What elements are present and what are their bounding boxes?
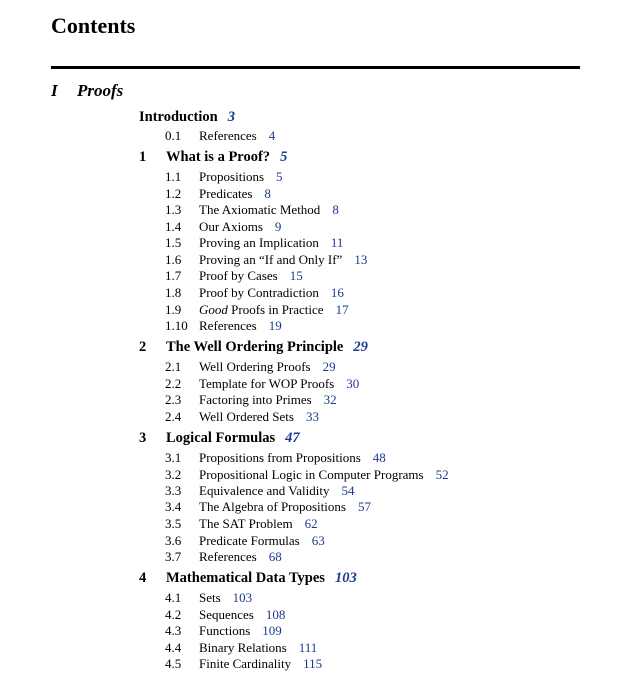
entry-number: 4.1 xyxy=(165,590,182,605)
page-number-link[interactable]: 68 xyxy=(268,549,282,564)
entry-number: 3.6 xyxy=(165,533,182,548)
entry-title: Factoring into Primes xyxy=(199,392,312,407)
entry-label xyxy=(199,186,271,202)
entry-label xyxy=(199,376,359,392)
page-number-link[interactable]: 48 xyxy=(372,450,386,465)
entry-title: References xyxy=(199,318,257,333)
entry-title: Propositions xyxy=(199,169,265,184)
page-number-link[interactable]: 13 xyxy=(354,252,368,267)
page-number-link[interactable]: 15 xyxy=(289,268,303,283)
entry-number: 4.5 xyxy=(165,656,182,671)
entry-title: Sequences xyxy=(199,607,254,622)
entry-label xyxy=(199,219,281,235)
entry-label xyxy=(199,607,285,623)
entry-label xyxy=(166,148,287,166)
page-number-link[interactable]: 8 xyxy=(332,202,339,217)
entry-number: 1.8 xyxy=(165,285,182,300)
entry-number: 3.4 xyxy=(165,499,182,514)
entry-label xyxy=(199,656,322,672)
entry-number: 0.1 xyxy=(165,128,182,143)
page-number-link[interactable]: 33 xyxy=(305,409,319,424)
entry-title: Our Axioms xyxy=(199,219,263,234)
entry-label xyxy=(199,409,319,425)
entry-number: 1.7 xyxy=(165,268,182,283)
entry-number: 1.6 xyxy=(165,252,182,267)
entry-title: Logical Formulas xyxy=(166,430,276,446)
page-number-link[interactable]: 103 xyxy=(334,570,357,586)
entry-label xyxy=(199,450,386,466)
page-number-link[interactable]: 32 xyxy=(323,392,337,407)
entry-number: 3 xyxy=(139,430,147,446)
page-number-link[interactable]: 5 xyxy=(280,149,288,165)
entry-title: Predicate Formulas xyxy=(199,533,300,548)
entry-number: 1.2 xyxy=(165,186,182,201)
page-number-link[interactable]: 108 xyxy=(265,607,286,622)
entry-number: 3.5 xyxy=(165,516,182,531)
entry-number: 3.3 xyxy=(165,483,182,498)
entry-title: Functions xyxy=(199,623,251,638)
page-number-link[interactable]: 9 xyxy=(274,219,282,234)
entry-number: 1.10 xyxy=(165,318,188,333)
entry-label xyxy=(199,533,325,549)
entry-label xyxy=(199,268,303,284)
entry-label xyxy=(199,169,283,185)
entry-label xyxy=(199,640,317,656)
entry-number: 4 xyxy=(139,570,147,586)
page-number-link[interactable]: 3 xyxy=(227,109,235,125)
page-number-link[interactable]: 19 xyxy=(268,318,282,333)
entry-label xyxy=(139,108,235,126)
entry-label xyxy=(199,483,354,499)
page-title: Contents xyxy=(51,13,136,38)
page-number-link[interactable]: 62 xyxy=(304,516,318,531)
entry-label xyxy=(199,302,349,318)
entry-title: Propositional Logic in Computer Programs xyxy=(199,467,424,482)
entry-title: Binary Relations xyxy=(199,640,287,655)
entry-label xyxy=(199,516,318,532)
entry-title: The Well Ordering Principle xyxy=(166,339,344,355)
entry-title: Equivalence and Validity xyxy=(199,483,330,498)
entry-title: Proof by Contradiction xyxy=(199,285,319,300)
entry-title: Sets xyxy=(199,590,221,605)
entry-title-emphasis: Good xyxy=(199,302,228,317)
page-number-link[interactable]: 52 xyxy=(435,467,449,482)
entry-title: Proving an Implication xyxy=(199,235,319,250)
entry-label xyxy=(199,128,275,144)
entry-label xyxy=(199,318,282,334)
entry-label xyxy=(199,252,367,268)
entry-label xyxy=(166,429,300,447)
entry-title: Template for WOP Proofs xyxy=(199,376,335,391)
page-number-link[interactable]: 30 xyxy=(346,376,360,391)
part-number: I xyxy=(51,81,58,100)
entry-number: 1.1 xyxy=(165,169,182,184)
entry-label xyxy=(199,549,282,565)
page-number-link[interactable]: 63 xyxy=(311,533,325,548)
page-number-link[interactable]: 29 xyxy=(322,359,336,374)
part-title: Proofs xyxy=(77,81,124,100)
entry-title: Predicates xyxy=(199,186,253,201)
page-number-link[interactable]: 29 xyxy=(353,339,368,355)
entry-title: References xyxy=(199,549,257,564)
entry-label xyxy=(199,392,337,408)
entry-number: 2 xyxy=(139,339,147,355)
entry-title: Well Ordering Proofs xyxy=(199,359,311,374)
entry-number: 2.3 xyxy=(165,392,182,407)
page-number-link[interactable]: 103 xyxy=(232,590,253,605)
entry-number: 1.4 xyxy=(165,219,182,234)
entry-number: 2.2 xyxy=(165,376,182,391)
entry-title: The Axiomatic Method xyxy=(199,202,321,217)
entry-number: 2.1 xyxy=(165,359,182,374)
entry-number: 3.7 xyxy=(165,549,182,564)
entry-title: Introduction xyxy=(139,109,218,125)
entry-title: Finite Cardinality xyxy=(199,656,292,671)
page-number-link[interactable]: 109 xyxy=(262,623,282,638)
entry-number: 4.2 xyxy=(165,607,182,622)
entry-number: 3.1 xyxy=(165,450,182,465)
page-number-link[interactable]: 57 xyxy=(357,499,371,514)
entry-title: Proof by Cases xyxy=(199,268,278,283)
page-number-link[interactable]: 47 xyxy=(285,430,300,446)
title-rule xyxy=(51,66,580,69)
entry-label xyxy=(199,590,252,606)
page-number-link[interactable]: 111 xyxy=(298,640,318,655)
entry-title: The Algebra of Propositions xyxy=(199,499,346,514)
page-number-link[interactable]: 5 xyxy=(276,169,283,184)
entry-title: What is a Proof? xyxy=(166,149,271,165)
entry-title: The SAT Problem xyxy=(199,516,293,531)
page-number-link[interactable]: 11 xyxy=(330,235,344,250)
entry-label xyxy=(166,338,368,356)
page-number-link[interactable]: 8 xyxy=(264,186,271,201)
entry-label xyxy=(199,235,343,251)
entry-number: 1.3 xyxy=(165,202,182,217)
entry-title: Proving an “If and Only If” xyxy=(199,252,343,267)
entry-number: 1.9 xyxy=(165,302,182,317)
entry-label xyxy=(199,285,344,301)
entry-title: References xyxy=(199,128,257,143)
entry-number: 3.2 xyxy=(165,467,182,482)
entry-number: 4.3 xyxy=(165,623,182,638)
page-number-link[interactable]: 17 xyxy=(335,302,349,317)
entry-title: Well Ordered Sets xyxy=(199,409,294,424)
entry-label xyxy=(199,499,371,515)
entry-title: Proofs in Practice xyxy=(227,302,324,317)
entry-number: 1.5 xyxy=(165,235,182,250)
entry-label xyxy=(199,359,336,375)
entry-number: 4.4 xyxy=(165,640,182,655)
entry-label xyxy=(199,467,449,483)
entry-label xyxy=(199,623,282,639)
page-number-link[interactable]: 54 xyxy=(341,483,355,498)
page-number-link[interactable]: 16 xyxy=(330,285,344,300)
page-number-link[interactable]: 115 xyxy=(303,656,323,671)
entry-label xyxy=(166,569,357,587)
entry-number: 2.4 xyxy=(165,409,182,424)
entry-label xyxy=(199,202,339,218)
entry-number: 1 xyxy=(139,149,147,165)
part-heading xyxy=(51,78,123,104)
entry-title: Propositions from Propositions xyxy=(199,450,361,465)
entry-title: Mathematical Data Types xyxy=(166,570,325,586)
page-number-link[interactable]: 4 xyxy=(268,128,276,143)
